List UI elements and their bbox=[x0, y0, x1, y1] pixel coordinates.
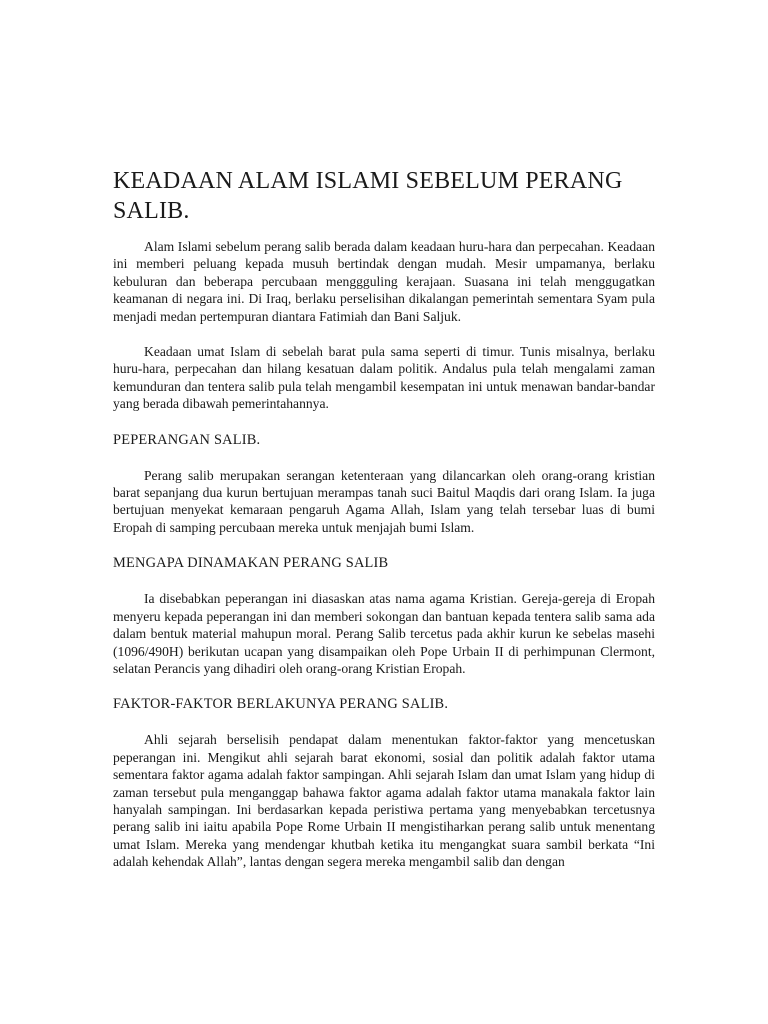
section-paragraph: Ahli sejarah berselisih pendapat dalam menentukan faktor-faktor yang mencetuskan peperangan ini. Mengikut ahli sejarah barat ekonomi, sosial dan politik adalah faktor utama sementara faktor agama adalah faktor sampingan. Ahli sejarah Islam dan umat Islam yang hidup di zaman tersebut pula menganggap bahawa faktor agama adalah faktor utama manakala faktor lain hanyalah sampingan. Ini berdasarkan kepada peristiwa pertama yang menyebabkan tercetusnya perang salib ini iaitu apabila Pope Rome Urbain II mengistiharkan perang salib untuk menentang umat Islam. Mereka yang mendengar khutbah ketika itu mengangkat suara sambil berkata “Ini adalah kehendak Allah”, lantas dengan segera mereka mengambil salib dan dengan bbox=[113, 732, 655, 870]
section-paragraph: Perang salib merupakan serangan ketenteraan yang dilancarkan oleh orang-orang kristian barat sepanjang dua kurun bertujuan merampas tanah suci Baitul Maqdis dari orang Islam. Ia juga bertujuan menyekat kemaraan pengaruh Agama Allah, Islam yang telah tersebar luas di bumi Eropah di samping percubaan mereka untuk menjajah bumi Islam. bbox=[113, 467, 655, 535]
intro-paragraph: Keadaan umat Islam di sebelah barat pula sama seperti di timur. Tunis misalnya, berlaku huru-hara, perpecahan dan hilang kesatuan dalam politik. Andalus pula telah mengalami zaman kemunduran dan tentera salib pula telah mengambil kesempatan ini untuk menawan bandar-bandar yang berada dibawah pemerintahannya. bbox=[113, 344, 655, 412]
document-page bbox=[113, 166, 655, 889]
section-heading: MENGAPA DINAMAKAN PERANG SALIB bbox=[113, 555, 389, 572]
intro-paragraph: Alam Islami sebelum perang salib berada dalam keadaan huru-hara dan perpecahan. Keadaan ini memberi peluang kepada musuh bertindak dengan mudah. Mesir umpamanya, berlaku kebuluran dan beberapa percubaan menggguling kerajaan. Suasana ini telah menggugatkan keamanan di negara ini. Di Iraq, berlaku perselisihan dikalangan pemerintah sementara Syam pula menjadi medan pertempuran diantara Fatimiah dan Bani Saljuk. bbox=[113, 239, 655, 324]
section-paragraph: Ia disebabkan peperangan ini diasaskan atas nama agama Kristian. Gereja-gereja di Eropah menyeru kepada peperangan ini dan memberi sokongan dan bantuan kepada tentera salib sama ada dalam bentuk material mahupun moral. Perang Salib tercetus pada akhir kurun ke sebelas masehi (1096/490H) berikutan ucapan yang disampaikan oleh Pope Urbain II di perhimpunan Clermont, selatan Perancis yang dihadiri oleh orang-orang Kristian Eropah. bbox=[113, 591, 655, 676]
document-title: KEADAAN ALAM ISLAMI SEBELUM PERANG SALIB. bbox=[113, 168, 623, 224]
section-heading: PEPERANGAN SALIB. bbox=[113, 431, 261, 448]
section-heading: FAKTOR-FAKTOR BERLAKUNYA PERANG SALIB. bbox=[113, 696, 449, 713]
